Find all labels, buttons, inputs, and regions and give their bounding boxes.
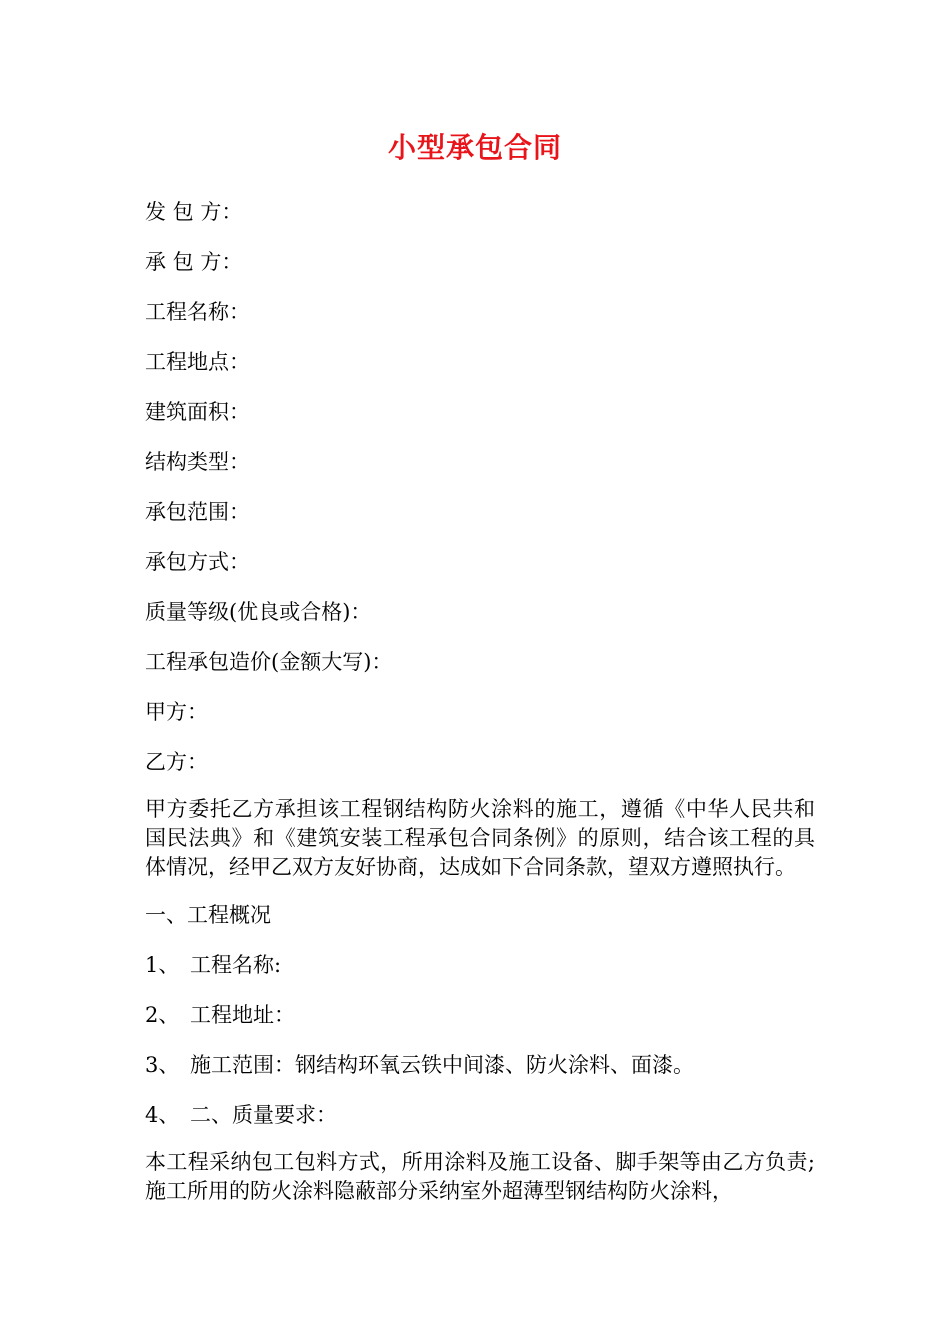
list-item [145, 1048, 815, 1082]
intro-paragraph: 甲方委托乙方承担该工程钢结构防火涂料的施工，遵循《中华人民共和国民法典》和《建筑安装工程承包合同条例》的原则，结合该工程的具体情况，经甲乙双方友好协商，达成如下合同条款，望双方遵照执行。 [145, 797, 815, 879]
item-text: 施工范围：钢结构环氧云铁中间漆、防火涂料、面漆。 [190, 1053, 694, 1077]
item-text: 工程名称: [190, 953, 282, 977]
item-number: 2、 [145, 1003, 180, 1027]
field-employer: 发 包 方： [145, 200, 243, 224]
list-item [145, 1098, 815, 1132]
document-body [145, 195, 815, 1222]
closing-paragraph: 本工程采纳包工包料方式，所用涂料及施工设备、脚手架等由乙方负责;施工所用的防火涂料隐蔽部分采纳室外超薄型钢结构防火涂料， [145, 1150, 815, 1203]
item-number: 1、 [145, 953, 180, 977]
field-contractor: 承 包 方： [145, 250, 243, 274]
field-project-name: 工程名称： [145, 300, 250, 324]
field-party-a: 甲方： [145, 700, 208, 724]
field-contract-method: 承包方式： [145, 550, 250, 574]
field-building-area: 建筑面积： [145, 400, 250, 424]
field-quality-grade: 质量等级(优良或合格)： [145, 600, 372, 624]
field-project-location: 工程地点： [145, 350, 250, 374]
section-heading-overview: 一、工程概况 [145, 903, 271, 927]
list-item [145, 998, 815, 1032]
field-contract-price: 工程承包造价(金额大写)： [145, 650, 393, 674]
item-text: 工程地址： [190, 1003, 295, 1027]
document-title: 小型承包合同 [387, 131, 562, 164]
list-item [145, 948, 815, 982]
field-party-b: 乙方： [145, 750, 208, 774]
item-number: 3、 [145, 1053, 180, 1077]
item-number: 4、 [145, 1103, 180, 1127]
field-contract-scope: 承包范围： [145, 500, 250, 524]
item-text: 二、质量要求： [190, 1103, 337, 1127]
field-structure-type: 结构类型： [145, 450, 250, 474]
